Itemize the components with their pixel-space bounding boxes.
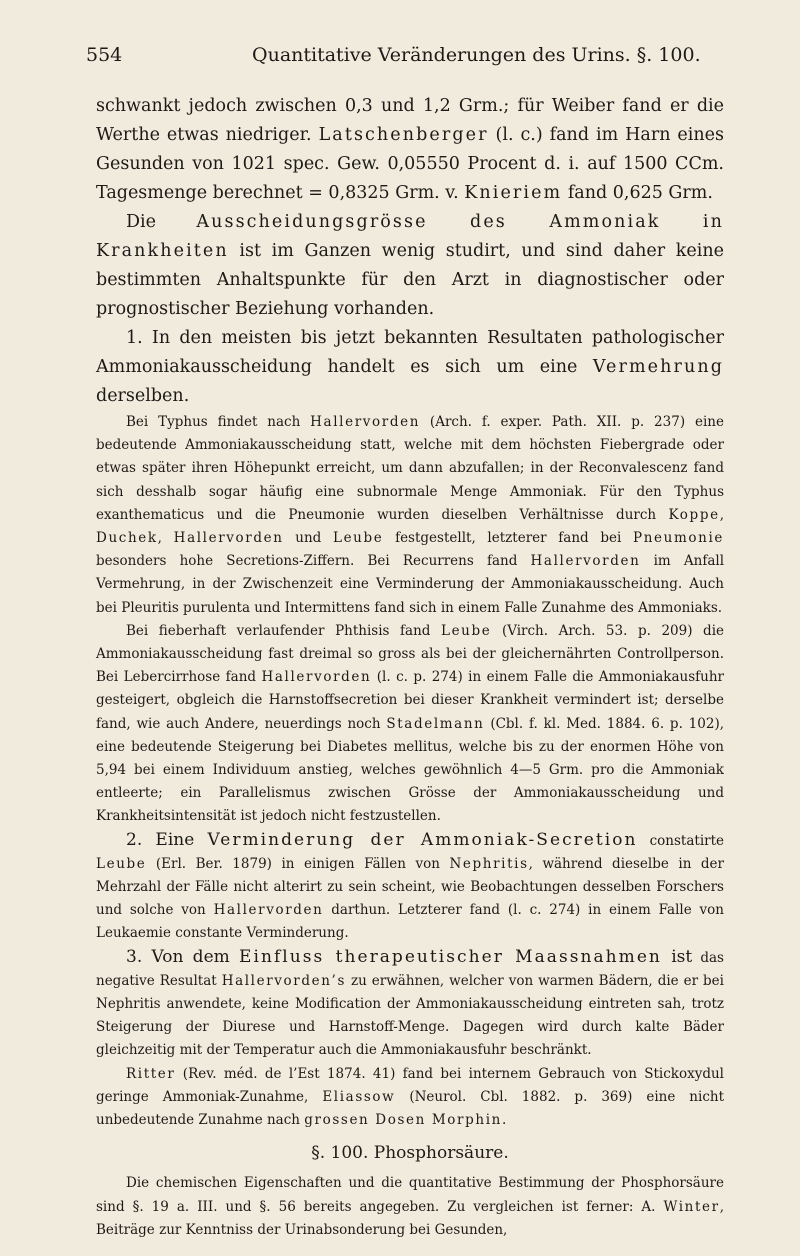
section-heading: §. 100. Phosphorsäure.: [311, 1143, 509, 1164]
spaced-text: Einfluss therapeutischer Maassnahmen: [239, 946, 662, 967]
final-paragraph-container: [96, 1172, 724, 1242]
spaced-text: Hallervorden’s: [221, 972, 347, 989]
paragraph: [96, 1063, 724, 1133]
spaced-text: Pneumonie: [633, 530, 724, 547]
text-run: (l. c.) fand im Harn eines Gesunden von 1021 spec. Gew. 0,05550 Procent d. i. auf 1500 CCm. Tagesmenge berechnet = 0,8325 Grm. v.: [96, 125, 724, 203]
paragraph: [96, 411, 724, 620]
text-run: ,: [157, 530, 174, 547]
spaced-text: Verminderung der Ammoniak-Secretion: [207, 829, 638, 850]
text-run: (Virch. Arch. 53. p. 209) die Ammoniakausscheidung fast dreimal so gross als bei der gleichernährten Controllperson. Bei Lebercirrhose fand: [96, 622, 725, 686]
text-run: (l. c. p. 274) in einem Falle die Ammoniakausfuhr gesteigert, obgleich die Harnstoffsecretion bei dieser Krankheit vermindert ist; derselbe fand, wie auch Andere, neuerdings noch: [96, 669, 724, 732]
text-run: im Anfall Vermehrung, in der Zwischenzeit eine Verminderung der Ammoniakausscheidung. Auch bei Pleuritis purulenta und Intermittens fand sich in einem Falle Zunahme des Ammoniaks.: [96, 553, 725, 616]
text-run: Bei fieberhaft verlaufender Phthisis fand: [126, 622, 441, 639]
paragraph-list: [96, 92, 724, 1132]
text-run: (Erl. Ber. 1879) in einigen Fällen von: [146, 855, 450, 872]
paragraph: [96, 324, 724, 411]
spaced-text: Winter: [663, 1198, 720, 1215]
spaced-text: Vermehrung: [592, 357, 724, 377]
text-run: festgestellt, letzterer fand bei: [383, 530, 634, 547]
paragraph: [96, 208, 724, 324]
text-run: Die: [126, 212, 197, 232]
text-run: 1. In den meisten bis jetzt bekannten Resultaten pathologischer Ammoniakausscheidung handelt es sich um eine: [96, 328, 724, 377]
spaced-text: Hallervorden: [173, 530, 284, 547]
text-run: fand 0,625 Grm.: [562, 183, 713, 203]
text-run: zu erwähnen, welcher von warmen Bädern, die er bei Nephritis anwendete, keine Modification der Ammoniakausscheidung eintreten sah, trotz Steigerung der Diurese und Harnstoff-Menge. Dagegen wird durch kalte Bäder gleichzeitig mit der Temperatur auch die Ammoniakausfuhr beschränkt.: [96, 972, 724, 1059]
text-run: derselben.: [96, 386, 190, 406]
text-run: das negative Resultat: [96, 949, 724, 989]
page-header: [86, 44, 704, 74]
spaced-text: Ritter: [126, 1065, 176, 1082]
text-run: (Rev. méd. de l’Est 1874. 41) fand bei internem Gebrauch von Stickoxydul geringe Ammoniak-Zunahme,: [96, 1065, 724, 1105]
text-run: schwankt jedoch zwischen 0,3 und 1,2 Grm.; für Weiber fand er die Werthe etwas niedriger.: [96, 96, 724, 145]
text-run: constatirte: [637, 832, 725, 849]
text-run: Bei Typhus findet nach: [126, 414, 311, 430]
text-run: , während dieselbe in der Mehrzahl der Fälle nicht alterirt zu sein scheint, wie Beobachtungen desselben Forschers und solche von: [96, 855, 725, 919]
spaced-text: Stadelmann: [386, 715, 485, 732]
text-run: (Arch. f. exper. Path. XII. p. 237) eine bedeutende Ammoniakausscheidung statt, welche mit dem höchsten Fiebergrade oder etwas später ihren Höhepunkt erreicht, um dann abzufallen; in der Reconvalescenz fand sich desshalb sogar häufig eine subnormale Menge Ammoniak. Für den Typhus exanthematicus und die Pneumonie wurden dieselben Verhältnisse durch: [96, 414, 724, 523]
spaced-text: Hallervorden: [530, 553, 641, 570]
text-run: 3. Von dem: [126, 946, 240, 967]
spaced-text: Ausscheidungsgrösse des Ammoniak in Krankheiten: [96, 212, 725, 261]
spaced-text: Hallervorden: [213, 902, 324, 919]
spaced-text: Nephritis: [449, 855, 529, 872]
spaced-text: Leube: [332, 530, 384, 547]
spaced-text: Hallervorden: [310, 414, 421, 430]
text-run: 2. Eine: [126, 829, 208, 850]
spaced-text: Duchek: [96, 530, 158, 547]
spaced-text: grossen Dosen Morphin: [304, 1112, 502, 1129]
spaced-text: Latschenberger: [318, 125, 489, 145]
text-run: besonders hohe Secretions-Ziffern. Bei Recurrens fand: [96, 553, 531, 570]
text-run: ist im Ganzen wenig studirt, und sind daher keine bestimmten Anhaltspunkte für den Arzt in diagnostischer oder prognostischer Beziehung vorhanden.: [96, 241, 724, 319]
text-run: ,: [719, 506, 724, 523]
paragraph: [96, 829, 724, 946]
text-run: ist: [661, 946, 693, 967]
text-run: darthun. Letzterer fand (l. c. 274) in einem Falle von Leukaemie constante Verminderung.: [96, 902, 724, 942]
page-number: 554: [86, 44, 123, 66]
text-run: , Beiträge zur Kenntniss der Urinabsonderung bei Gesunden,: [96, 1198, 724, 1238]
text-run: (Neurol. Cbl. 1882. p. 369) eine nicht unbedeutende Zunahme nach: [96, 1088, 724, 1129]
paragraph: [96, 1172, 724, 1242]
spaced-text: Leube: [440, 622, 492, 639]
paragraph: [96, 620, 724, 829]
running-title: Quantitative Veränderungen des Urins. §. 100.: [252, 44, 701, 66]
text-run: .: [501, 1112, 507, 1129]
spaced-text: Knieriem: [464, 183, 563, 203]
page-body: [96, 92, 724, 1242]
spaced-text: Eliassow: [322, 1088, 396, 1105]
spaced-text: Leube: [96, 855, 147, 872]
spaced-text: Koppe: [668, 506, 720, 523]
paragraph: [96, 92, 724, 208]
text-run: Die chemischen Eigenschaften und die quantitative Bestimmung der Phosphorsäure sind §. 19 a. III. und §. 56 bereits angegeben. Zu vergleichen ist ferner: A.: [96, 1175, 724, 1215]
text-run: (Cbl. f. kl. Med. 1884. 6. p. 102), eine bedeutende Steigerung bei Diabetes mellitus, welche bis zu der enormen Höhe von 5,94 bei einem Individuum anstieg, welches gewöhnlich 4—5 Grm. pro die Ammoniak entleerte; ein Parallelismus zwischen Grösse der Ammoniakausscheidung und Krankheitsintensität ist jedoch nicht festzustellen.: [96, 715, 725, 825]
spaced-text: Hallervorden: [261, 669, 372, 686]
text-run: und: [283, 530, 333, 547]
paragraph: [96, 946, 724, 1063]
